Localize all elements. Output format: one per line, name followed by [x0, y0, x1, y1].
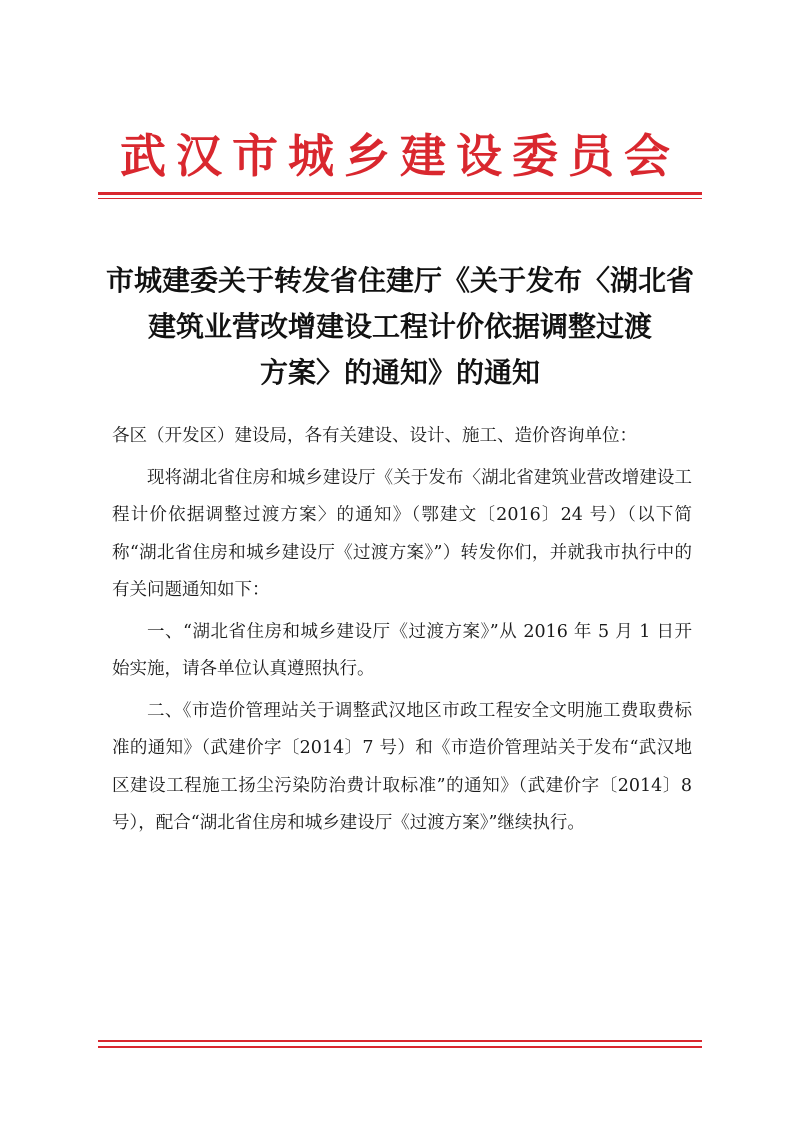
footer-rule-bottom: [98, 1046, 702, 1048]
title-line: 市城建委关于转发省住建厅《关于发布〈湖北省: [105, 264, 694, 297]
footer-rule-top: [98, 1040, 702, 1042]
masthead-rule-thick: [98, 192, 702, 195]
document-body: [112, 418, 692, 843]
org-masthead: 武汉市城乡建设委员会: [120, 129, 680, 183]
body-paragraph: 现将湖北省住房和城乡建设厅《关于发布〈湖北省建筑业营改增建设工程计价依据调整过渡方案〉的通知》（鄂建文〔2016〕24 号）（以下简称“湖北省住房和城乡建设厅《过渡方案》”）转发你们，并就我市执行中的有关问题通知如下：: [112, 467, 692, 600]
title-line: 建筑业营改增建设工程计价依据调整过渡: [147, 310, 652, 343]
masthead-rule-thin: [98, 198, 702, 199]
body-paragraph: 一、“湖北省住房和城乡建设厅《过渡方案》”从 2016 年 5 月 1 日开始实施，请各单位认真遵照执行。: [112, 621, 692, 679]
title-line: 方案〉的通知》的通知: [259, 356, 540, 389]
addressee: 各区（开发区）建设局，各有关建设、设计、施工、造价咨询单位：: [112, 426, 637, 446]
document-title: [100, 258, 700, 396]
body-paragraph: 二、《市造价管理站关于调整武汉地区市政工程安全文明施工费取费标准的通知》（武建价字〔2014〕7 号）和《市造价管理站关于发布“武汉地区建设工程施工扬尘污染防治费计取标准”的通知》（武建价字〔2014〕8 号），配合“湖北省住房和城乡建设厅《过渡方案》”继续执行。: [112, 700, 692, 833]
